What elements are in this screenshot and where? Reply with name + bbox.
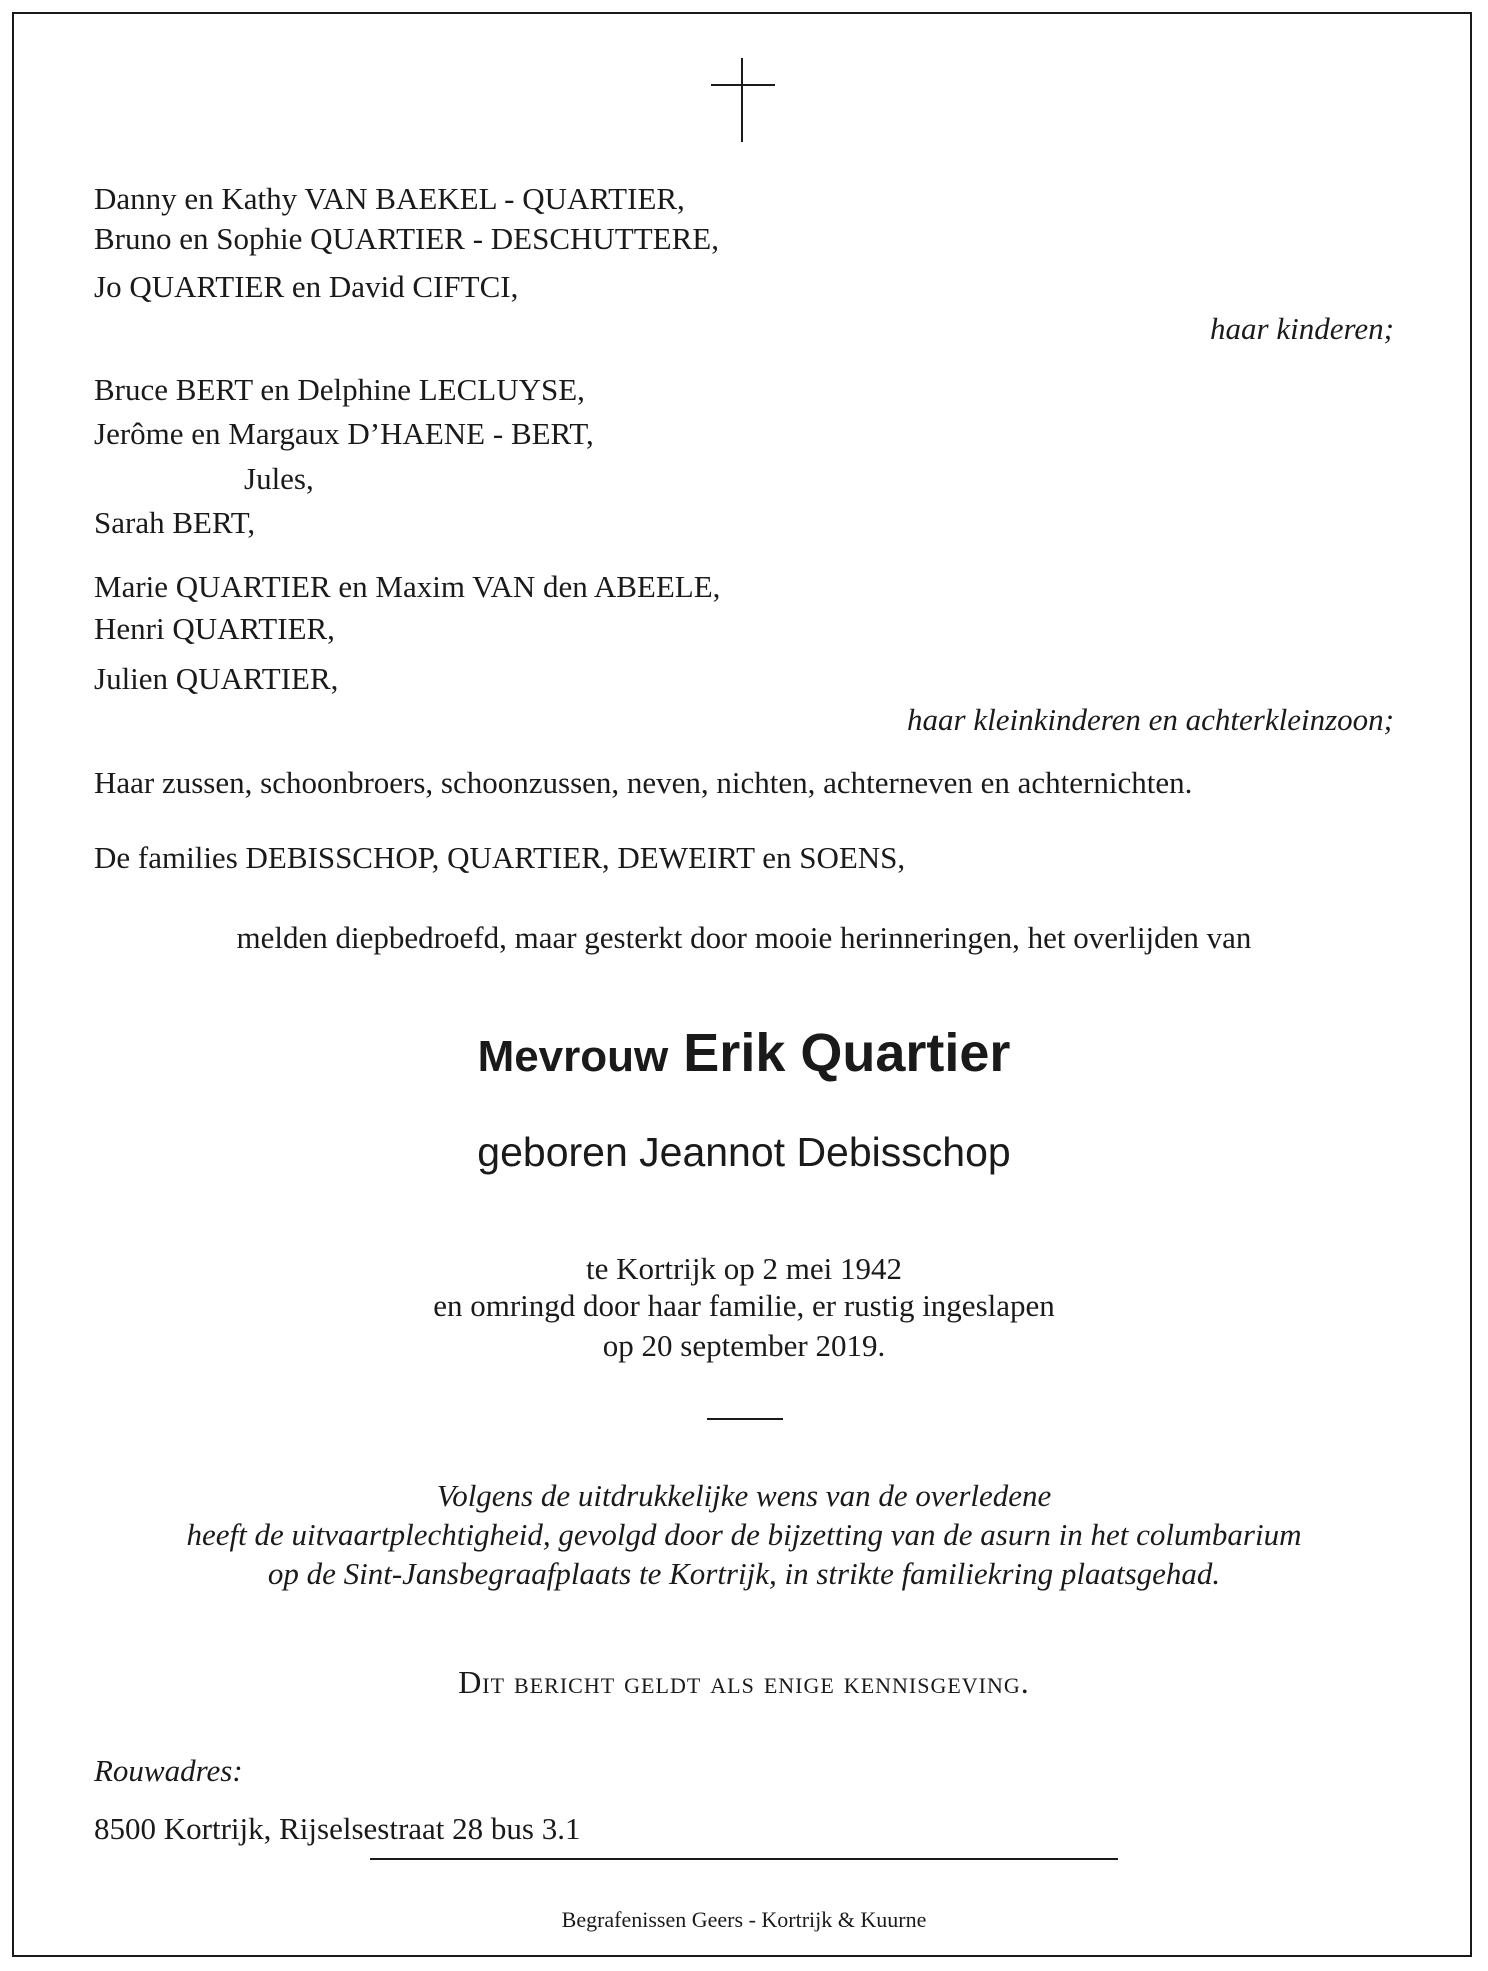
wish-line-2: heeft de uitvaartplechtigheid, gevolgd door de bijzetting van de asurn in het columbarium [186, 1517, 1302, 1552]
child-line-2: Bruno en Sophie QUARTIER - DESCHUTTERE, [94, 221, 719, 256]
notice-line: Dit bericht geldt als enige kennisgeving. [458, 1664, 1030, 1700]
birth-name: geboren Jeannot Debisschop [477, 1129, 1011, 1175]
grandchild-line-2: Jerôme en Margaux D’HAENE - BERT, [94, 416, 594, 451]
child-line-1: Danny en Kathy VAN BAEKEL - QUARTIER, [94, 181, 685, 216]
child-line-3: Jo QUARTIER en David CIFTCI, [94, 269, 519, 304]
section-divider [707, 1418, 783, 1420]
death-circumstances: en omringd door haar familie, er rustig ingeslapen [433, 1288, 1055, 1323]
deceased-name [0, 1018, 1488, 1092]
grandchildren-label: haar kleinkinderen en achterkleinzoon; [907, 702, 1394, 737]
announcement-line: melden diepbedroefd, maar gesterkt door mooie herinneringen, het overlijden van [236, 920, 1252, 955]
grandchild-line-6: Julien QUARTIER, [94, 661, 339, 696]
wish-line-1: Volgens de uitdrukkelijke wens van de overledene [436, 1478, 1052, 1513]
grandchild-line-5: Henri QUARTIER, [94, 611, 335, 646]
cross-icon [711, 58, 775, 142]
grandchild-line-4: Marie QUARTIER en Maxim VAN den ABEELE, [94, 569, 721, 604]
deceased-fullname: Erik Quartier [683, 1023, 1011, 1083]
funeral-home: Begrafenissen Geers - Kortrijk & Kuurne [561, 1907, 927, 1932]
children-label: haar kinderen; [1210, 311, 1394, 346]
wish-line-3: op de Sint-Jansbegraafplaats te Kortrijk, in strikte familiekring plaatsgehad. [267, 1556, 1221, 1591]
address-line: 8500 Kortrijk, Rijselsestraat 28 bus 3.1 [94, 1811, 581, 1846]
relatives-line: Haar zussen, schoonbroers, schoonzussen, neven, nichten, achterneven en achternichten. [94, 765, 1193, 800]
address-label: Rouwadres: [94, 1753, 243, 1788]
birth-details: te Kortrijk op 2 mei 1942 [586, 1251, 902, 1286]
families-line: De families DEBISSCHOP, QUARTIER, DEWEIRT en SOENS, [94, 840, 906, 875]
grandchild-line-3: Sarah BERT, [94, 505, 256, 540]
footer-divider [370, 1858, 1118, 1860]
great-grandchild-line: Jules, [244, 461, 314, 496]
deceased-honorific: Mevrouw [477, 1032, 669, 1081]
grandchild-line-1: Bruce BERT en Delphine LECLUYSE, [94, 372, 585, 407]
death-date: op 20 september 2019. [602, 1328, 886, 1363]
